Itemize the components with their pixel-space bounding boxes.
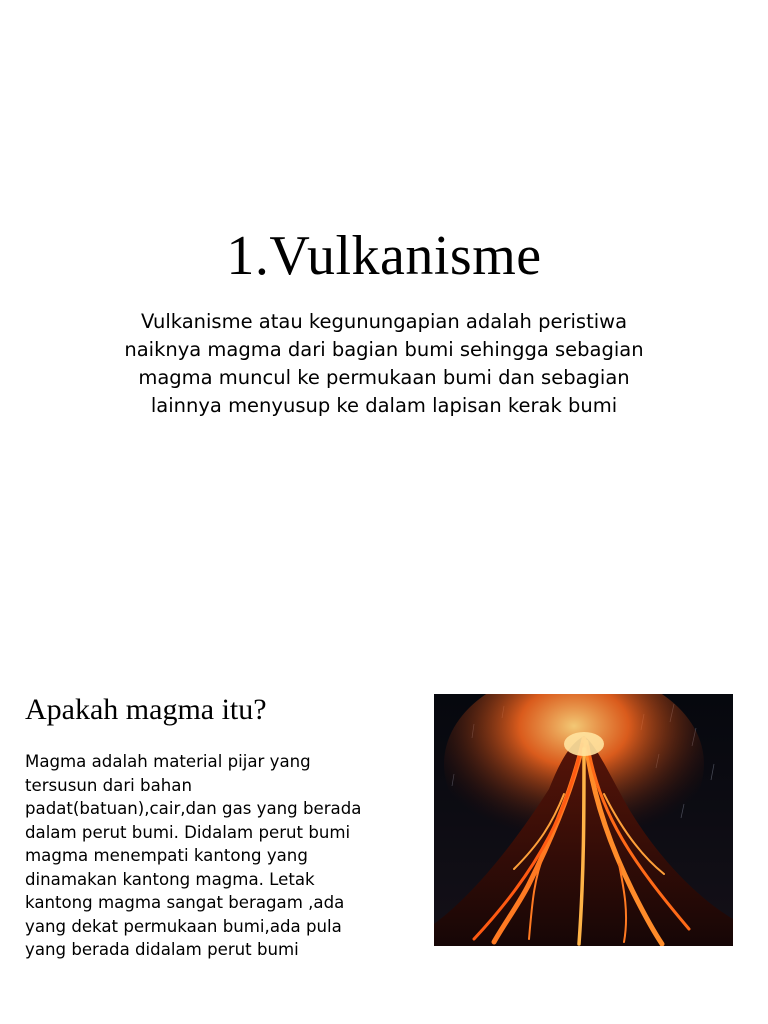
intro-line: Vulkanisme atau kegunungapian adalah peristiwa xyxy=(140,310,628,333)
body-line: tersusun dari bahan xyxy=(25,775,192,795)
slide-magma xyxy=(0,512,768,1024)
erupting-volcano-photo xyxy=(434,694,733,946)
body-line: yang berada didalam perut bumi xyxy=(25,940,299,959)
body-line: kantong magma sangat beragam ,ada xyxy=(25,893,345,912)
body-line: dalam perut bumi. Didalam perut bumi xyxy=(25,822,351,842)
intro-line: magma muncul ke permukaan bumi dan sebagian xyxy=(138,366,630,389)
section-title: Apakah magma itu? xyxy=(25,693,267,726)
page-title: 1.Vulkanisme xyxy=(226,225,542,287)
magma-paragraph xyxy=(25,750,385,962)
body-line: magma menempati kantong yang xyxy=(25,846,308,865)
body-line: padat(batuan),cair,dan gas yang berada xyxy=(25,799,362,818)
body-line: dinamakan kantong magma. Letak xyxy=(25,869,315,889)
body-line: yang dekat permukaan bumi,ada pula xyxy=(25,916,342,936)
intro-paragraph xyxy=(84,308,684,420)
intro-line: naiknya magma dari bagian bumi sehingga sebagian xyxy=(124,338,644,361)
body-line: Magma adalah material pijar yang xyxy=(25,752,311,771)
intro-line: lainnya menyusup ke dalam lapisan kerak bumi xyxy=(150,394,618,417)
